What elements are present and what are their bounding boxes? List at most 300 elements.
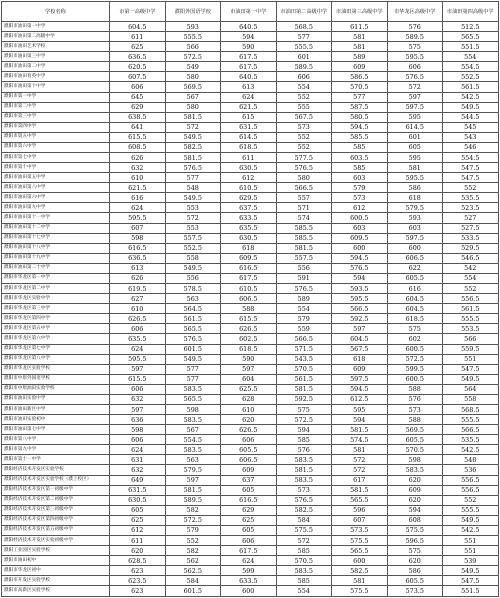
score-cell: 577 — [332, 92, 388, 102]
score-cell: 557.5 — [165, 233, 221, 243]
score-cell: 551 — [443, 354, 499, 364]
score-cell: 594 — [332, 273, 388, 283]
score-cell: 637.5 — [221, 203, 277, 213]
score-cell: 597.5 — [332, 374, 388, 384]
score-cell: 583.5 — [387, 465, 443, 475]
school-name-cell: 濮阳市油田第二高级中学 — [2, 32, 110, 42]
score-cell: 561.5 — [443, 82, 499, 92]
table-row — [2, 32, 499, 42]
score-cell: 573.5 — [387, 586, 443, 597]
score-cell: 581.5 — [165, 112, 221, 122]
table-row — [2, 273, 499, 283]
school-name-cell: 濮阳市第三中学 — [2, 112, 110, 122]
school-name-cell: 濮阳经济技术开发区实验学校（濮上校区） — [2, 475, 110, 485]
score-cell: 598 — [387, 455, 443, 465]
score-cell: 554 — [276, 82, 332, 92]
score-cell: 564.5 — [165, 304, 221, 314]
score-cell: 552.5 — [443, 72, 499, 82]
school-name-cell: 濮阳市油田初中 — [2, 556, 110, 566]
score-cell: 576.5 — [165, 163, 221, 173]
score-cell: 606 — [221, 435, 277, 445]
school-name-cell: 濮阳市华龙区第八中学 — [2, 354, 110, 364]
school-name-cell: 濮阳市油田艺术学校 — [2, 42, 110, 52]
score-cell: 575 — [387, 324, 443, 334]
table-row — [2, 42, 499, 52]
table-row — [2, 203, 499, 213]
score-cell: 629 — [110, 102, 166, 112]
score-cell: 580 — [165, 72, 221, 82]
score-cell: 623 — [110, 586, 166, 597]
score-cell: 577 — [165, 173, 221, 183]
school-name-cell: 濮阳市华龙区第六中学 — [2, 334, 110, 344]
score-cell: 620 — [221, 415, 277, 425]
score-cell: 600 — [332, 243, 388, 253]
table-row — [2, 394, 499, 404]
school-name-cell: 濮阳市油田实验初中 — [2, 415, 110, 425]
school-name-cell: 濮阳市油田第一中学 — [2, 22, 110, 32]
score-cell: 575.5 — [332, 535, 388, 545]
score-cell: 623.5 — [110, 576, 166, 586]
score-cell: 572 — [332, 465, 388, 475]
score-cell: 554 — [276, 304, 332, 314]
score-cell: 569.5 — [387, 425, 443, 435]
table-row — [2, 384, 499, 394]
score-cell: 567 — [165, 425, 221, 435]
score-cell: 572.5 — [387, 354, 443, 364]
score-cell: 566.5 — [332, 304, 388, 314]
score-cell: 589 — [332, 52, 388, 62]
school-name-cell: 濮阳市第八中学 — [2, 435, 110, 445]
score-cell: 626.5 — [221, 324, 277, 334]
score-cell: 606.5 — [221, 294, 277, 304]
score-cell: 581 — [332, 32, 388, 42]
school-name-cell: 濮阳市油田第十八中学 — [2, 243, 110, 253]
score-cell: 623 — [110, 566, 166, 576]
score-cell: 552 — [276, 132, 332, 142]
score-cell: 598 — [165, 404, 221, 414]
score-cell: 626 — [110, 153, 166, 163]
score-cell: 556.5 — [443, 485, 499, 495]
table-row — [2, 314, 499, 324]
score-cell: 549.5 — [165, 263, 221, 273]
score-cell: 614.5 — [387, 122, 443, 132]
score-cell: 555.5 — [443, 505, 499, 515]
score-cell: 582.5 — [276, 505, 332, 515]
score-cell: 605 — [221, 525, 277, 535]
score-cell: 554.5 — [443, 153, 499, 163]
score-cell: 610 — [110, 304, 166, 314]
score-cell: 635.5 — [221, 223, 277, 233]
score-cell: 582 — [165, 505, 221, 515]
score-cell: 552 — [443, 284, 499, 294]
table-row — [2, 566, 499, 576]
score-cell: 624 — [221, 92, 277, 102]
score-cell: 542 — [443, 263, 499, 273]
score-cell: 630.5 — [110, 495, 166, 505]
score-cell: 535.5 — [443, 193, 499, 203]
score-cell: 613 — [110, 263, 166, 273]
score-cell: 566.5 — [276, 183, 332, 193]
score-cell: 631.5 — [221, 122, 277, 132]
score-cell: 632 — [110, 465, 166, 475]
score-cell: 566.5 — [443, 425, 499, 435]
score-cell: 618 — [387, 193, 443, 203]
score-cell: 565.5 — [332, 546, 388, 556]
score-cell: 609.5 — [221, 253, 277, 263]
score-cell: 535.5 — [443, 435, 499, 445]
score-cell: 627 — [110, 294, 166, 304]
score-cell: 563 — [165, 294, 221, 304]
score-cell: 570.5 — [387, 445, 443, 455]
school-name-cell: 濮阳市第十中学 — [2, 163, 110, 173]
score-cell: 594 — [332, 415, 388, 425]
school-name-cell: 濮阳市第五中学 — [2, 132, 110, 142]
score-cell: 594 — [221, 32, 277, 42]
score-cell: 583.5 — [276, 566, 332, 576]
table-header-row — [2, 2, 499, 22]
score-cell: 635.5 — [110, 334, 166, 344]
score-cell: 585 — [276, 546, 332, 556]
score-cell: 546.5 — [443, 253, 499, 263]
score-cell: 604.5 — [332, 334, 388, 344]
school-name-cell: 濮阳市第六中学 — [2, 142, 110, 152]
score-cell: 572 — [165, 122, 221, 132]
table-row — [2, 364, 499, 374]
score-cell: 597 — [110, 364, 166, 374]
score-cell: 628.5 — [110, 556, 166, 566]
score-cell: 597 — [387, 92, 443, 102]
school-name-cell: 濮阳市油田第二十中学 — [2, 263, 110, 273]
table-row — [2, 132, 499, 142]
score-cell: 565.5 — [165, 394, 221, 404]
score-cell: 596 — [332, 505, 388, 515]
column-header-3: 市油田第一中学 — [221, 2, 277, 22]
score-cell: 620 — [387, 556, 443, 566]
score-cell: 584 — [276, 515, 332, 525]
school-name-cell: 濮阳市华龙区第三中学 — [2, 304, 110, 314]
score-cell: 583.5 — [276, 475, 332, 485]
score-cell: 606 — [110, 435, 166, 445]
score-cell: 605.5 — [387, 273, 443, 283]
score-cell: 602.5 — [221, 334, 277, 344]
table-row — [2, 142, 499, 152]
score-cell: 588 — [387, 384, 443, 394]
score-cell: 561.5 — [165, 314, 221, 324]
score-cell: 609 — [332, 364, 388, 374]
score-cell: 593 — [165, 22, 221, 32]
table-row — [2, 213, 499, 223]
score-cell: 527.5 — [443, 223, 499, 233]
score-cell: 581 — [387, 163, 443, 173]
school-name-cell: 濮阳经济技术开发区第二初级中学 — [2, 495, 110, 505]
score-cell: 618.5 — [387, 314, 443, 324]
score-cell: 533.5 — [443, 233, 499, 243]
score-cell: 582.5 — [332, 566, 388, 576]
score-cell: 546 — [443, 142, 499, 152]
table-row — [2, 52, 499, 62]
table-row — [2, 354, 499, 364]
score-cell: 595.5 — [332, 294, 388, 304]
score-cell: 555.5 — [443, 415, 499, 425]
school-name-cell: 濮阳市华龙区实验中学 — [2, 294, 110, 304]
score-cell: 633.5 — [221, 213, 277, 223]
score-cell: 606 — [276, 72, 332, 82]
score-cell: 566.5 — [276, 334, 332, 344]
score-cell: 618.5 — [221, 142, 277, 152]
score-cell: 576 — [387, 22, 443, 32]
table-row — [2, 475, 499, 485]
score-cell: 606 — [221, 535, 277, 545]
score-cell: 595.5 — [110, 213, 166, 223]
score-cell: 576 — [387, 394, 443, 404]
score-cell: 609.5 — [332, 233, 388, 243]
score-cell: 597 — [165, 475, 221, 485]
table-row — [2, 485, 499, 495]
table-row — [2, 62, 499, 72]
score-cell: 586 — [387, 566, 443, 576]
score-cell: 633.5 — [221, 576, 277, 586]
table-row — [2, 535, 499, 545]
score-cell: 566 — [165, 42, 221, 52]
score-cell: 609 — [332, 62, 388, 72]
score-cell: 563 — [165, 455, 221, 465]
score-cell: 637 — [221, 475, 277, 485]
score-cell: 631 — [110, 455, 166, 465]
score-cell: 557.5 — [276, 253, 332, 263]
score-cell: 548 — [443, 455, 499, 465]
score-cell: 629 — [221, 505, 277, 515]
score-cell: 567.5 — [276, 112, 332, 122]
table-row — [2, 122, 499, 132]
school-name-cell: 濮阳市华龙区第七中学 — [2, 344, 110, 354]
school-name-cell: 濮阳市第四中学 — [2, 122, 110, 132]
score-cell: 589.5 — [276, 62, 332, 72]
school-name-cell: 濮阳市第十一中学 — [2, 455, 110, 465]
score-cell: 585 — [332, 142, 388, 152]
score-cell: 574 — [276, 213, 332, 223]
school-name-cell: 濮阳市油田第十七中学 — [2, 233, 110, 243]
score-cell: 595 — [387, 153, 443, 163]
score-cell: 605.5 — [387, 435, 443, 445]
score-cell: 616.5 — [221, 263, 277, 273]
score-cell: 618.5 — [221, 344, 277, 354]
score-cell: 631.5 — [110, 485, 166, 495]
score-cell: 624 — [110, 344, 166, 354]
score-cell: 606 — [110, 324, 166, 334]
score-cell: 619.5 — [110, 284, 166, 294]
score-cell: 590 — [221, 354, 277, 364]
column-header-6: 市华龙区高级中学 — [387, 2, 443, 22]
school-name-cell: 濮阳经济技术开发区第四初级中学 — [2, 515, 110, 525]
table-row — [2, 586, 499, 597]
table-row — [2, 455, 499, 465]
column-header-5: 市油田第三高级中学 — [332, 2, 388, 22]
school-name-cell: 濮阳市油田第七中学 — [2, 425, 110, 435]
score-cell: 625 — [110, 42, 166, 52]
score-cell: 577 — [276, 32, 332, 42]
table-body — [2, 22, 499, 597]
score-cell: 577 — [165, 364, 221, 374]
score-cell: 624 — [110, 445, 166, 455]
score-cell: 594 — [276, 425, 332, 435]
score-cell: 576.5 — [387, 72, 443, 82]
score-cell: 581.5 — [276, 243, 332, 253]
score-cell: 594.5 — [332, 384, 388, 394]
school-name-cell: 濮阳市油田第十九中学 — [2, 253, 110, 263]
school-name-cell: 濮阳市华龙区第一中学 — [2, 273, 110, 283]
score-cell: 551 — [443, 546, 499, 556]
score-cell: 645 — [110, 92, 166, 102]
score-cell: 581 — [332, 445, 388, 455]
score-cell: 581.5 — [276, 384, 332, 394]
score-cell: 617.5 — [221, 62, 277, 72]
score-cell: 625 — [221, 515, 277, 525]
score-cell: 600.5 — [387, 374, 443, 384]
score-cell: 617.5 — [221, 546, 277, 556]
score-cell: 547.5 — [443, 576, 499, 586]
school-name-cell: 濮阳市油田第五中学 — [2, 173, 110, 183]
score-cell: 609 — [387, 485, 443, 495]
table-row — [2, 112, 499, 122]
score-cell: 620.5 — [110, 62, 166, 72]
score-cell: 600.5 — [387, 344, 443, 354]
score-cell: 597.5 — [387, 102, 443, 112]
score-cell: 617 — [332, 475, 388, 485]
score-cell: 585.5 — [276, 223, 332, 233]
school-name-cell: 濮阳市第一中学 — [2, 92, 110, 102]
table-row — [2, 546, 499, 556]
score-cell: 609 — [221, 465, 277, 475]
score-cell: 601.5 — [165, 344, 221, 354]
score-cell: 598 — [110, 233, 166, 243]
score-cell: 573 — [276, 122, 332, 132]
school-name-cell: 濮阳市开发区实验学校 — [2, 576, 110, 586]
school-name-cell: 濮阳经济技术开发区第一初级中学 — [2, 485, 110, 495]
table-row — [2, 435, 499, 445]
score-cell: 608 — [387, 515, 443, 525]
score-cell: 649 — [110, 475, 166, 485]
score-cell: 595.5 — [110, 354, 166, 364]
score-cell: 555 — [276, 102, 332, 112]
score-cell: 558 — [165, 253, 221, 263]
column-header-school: 学校名称 — [2, 2, 110, 22]
score-cell: 559 — [276, 324, 332, 334]
score-cell: 615 — [221, 112, 277, 122]
school-name-cell: 濮阳市油田育英中学 — [2, 72, 110, 82]
score-cell: 607.5 — [110, 72, 166, 82]
score-cell: 581 — [332, 576, 388, 586]
score-cell: 605.5 — [221, 445, 277, 455]
table-row — [2, 425, 499, 435]
score-cell: 552 — [276, 142, 332, 152]
table-row — [2, 72, 499, 82]
table-row — [2, 404, 499, 414]
score-cell: 582 — [165, 546, 221, 556]
score-cell: 638.5 — [110, 112, 166, 122]
score-cell: 616 — [110, 193, 166, 203]
score-cell: 594.5 — [332, 122, 388, 132]
score-cell: 588 — [387, 415, 443, 425]
table-row — [2, 153, 499, 163]
score-cell: 612 — [110, 525, 166, 535]
score-cell: 551.5 — [443, 586, 499, 597]
score-cell: 629.5 — [221, 193, 277, 203]
school-name-cell: 濮阳市中原外国语学校 — [2, 374, 110, 384]
score-cell: 585 — [332, 163, 388, 173]
score-cell: 581.5 — [276, 465, 332, 475]
score-cell: 611 — [110, 32, 166, 42]
table-row — [2, 515, 499, 525]
score-cell: 549.5 — [443, 515, 499, 525]
score-cell: 565.5 — [443, 32, 499, 42]
score-cell: 605 — [221, 485, 277, 495]
school-name-cell: 濮阳经济技术开发区实验初级中学 — [2, 535, 110, 545]
score-cell: 552 — [443, 495, 499, 505]
score-cell: 555.5 — [276, 42, 332, 52]
score-cell: 561.5 — [443, 304, 499, 314]
score-cell: 570.5 — [276, 364, 332, 374]
score-cell: 616 — [387, 284, 443, 294]
score-cell: 622 — [387, 263, 443, 273]
score-cell: 624 — [110, 203, 166, 213]
school-name-cell: 濮阳经济技术开发区第三初级中学 — [2, 505, 110, 515]
table-row — [2, 374, 499, 384]
score-cell: 523.5 — [443, 203, 499, 213]
score-cell: 597 — [332, 324, 388, 334]
score-cell: 610 — [110, 173, 166, 183]
school-name-cell: 濮阳市华龙区第二中学 — [2, 284, 110, 294]
score-cell: 595 — [387, 112, 443, 122]
score-cell: 576.5 — [165, 334, 221, 344]
score-cell: 605 — [387, 142, 443, 152]
score-cell: 604.5 — [387, 294, 443, 304]
score-cell: 576.5 — [276, 495, 332, 505]
score-cell: 625.5 — [221, 384, 277, 394]
score-cell: 640.5 — [221, 72, 277, 82]
score-cell: 572 — [276, 535, 332, 545]
score-cell: 580 — [276, 173, 332, 183]
score-cell: 581 — [332, 42, 388, 52]
score-cell: 564 — [443, 384, 499, 394]
school-name-cell: 濮阳市油田第十一中学 — [2, 213, 110, 223]
score-cell: 556.5 — [443, 294, 499, 304]
score-cell: 552 — [165, 535, 221, 545]
score-cell: 552 — [276, 92, 332, 102]
score-cell: 575.5 — [332, 586, 388, 597]
score-cell: 592.5 — [276, 394, 332, 404]
score-cell: 554.5 — [443, 62, 499, 72]
score-cell: 593 — [387, 213, 443, 223]
score-cell: 572.5 — [165, 52, 221, 62]
score-cell: 597.5 — [387, 233, 443, 243]
score-cell: 636 — [110, 415, 166, 425]
score-cell: 585 — [276, 576, 332, 586]
score-cell: 611.5 — [332, 22, 388, 32]
score-cell: 599.5 — [387, 364, 443, 374]
score-cell: 612 — [332, 203, 388, 213]
score-cell: 603.5 — [332, 153, 388, 163]
column-header-7: 市油田第四高级中学 — [443, 2, 499, 22]
score-cell: 583.5 — [165, 415, 221, 425]
score-cell: 562 — [165, 556, 221, 566]
school-name-cell: 濮阳市油田第十二中学 — [2, 223, 110, 233]
score-cell: 542.5 — [443, 445, 499, 455]
score-cell: 581.5 — [332, 485, 388, 495]
score-cell: 591 — [276, 273, 332, 283]
score-cell: 542.5 — [443, 92, 499, 102]
score-cell: 547.5 — [443, 364, 499, 374]
score-cell: 549.5 — [443, 374, 499, 384]
